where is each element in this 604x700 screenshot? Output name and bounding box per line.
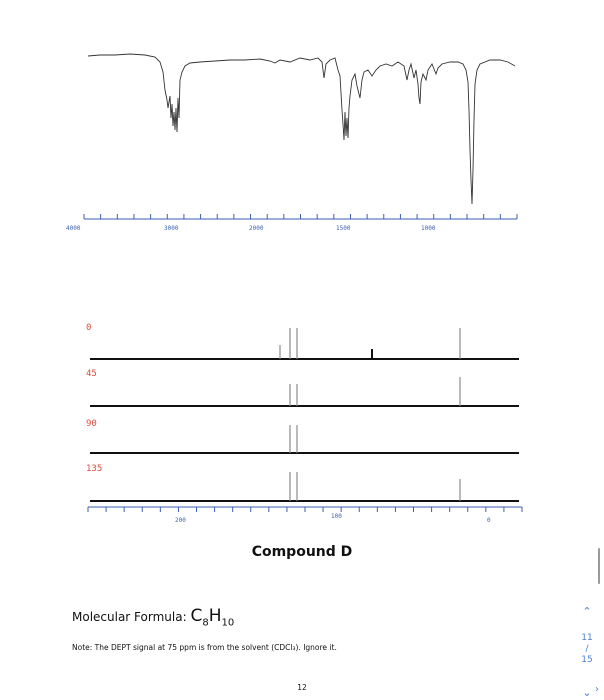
ir-tick-label: 1500 [336,225,351,232]
formula-value [190,606,235,629]
scrollbar-thumb[interactable] [598,548,600,584]
formula-element-h: H [208,606,222,626]
chevron-down-icon[interactable]: ⌄ [582,686,592,699]
ir-tick-label: 4000 [66,225,81,232]
page-number: 12 [297,683,307,692]
solvent-note: Note: The DEPT signal at 75 ppm is from the solvent (CDCl₃). Ignore it. [72,643,337,652]
formula-subscript-h: 10 [221,617,235,629]
compound-title: Compound D [251,544,353,560]
page-separator: / [585,644,589,654]
chevron-right-icon[interactable]: › [595,684,599,695]
dept-row-label: 135 [86,464,103,474]
dept-row-label: 90 [86,419,97,429]
ir-tick-label: 3000 [164,225,179,232]
c13-tick-label: 100 [331,513,342,520]
ir-tick-label: 1000 [421,225,436,232]
ir-tick-label: 2000 [249,225,264,232]
c13-tick-label: 200 [175,517,186,524]
c13-axis-ticks [88,507,522,512]
total-pages: 15 [581,655,593,665]
formula-element-c: C [190,606,203,626]
formula-subscript-c: 8 [202,617,209,629]
c13-tick-label: 0 [487,517,491,524]
dept-row-label: 45 [86,369,97,379]
dept-row-label: 0 [86,323,92,333]
formula-label: Molecular Formula: [72,610,187,624]
current-page: 11 [581,633,593,643]
chevron-up-icon[interactable]: ⌃ [582,605,592,618]
molecular-formula [72,606,234,628]
